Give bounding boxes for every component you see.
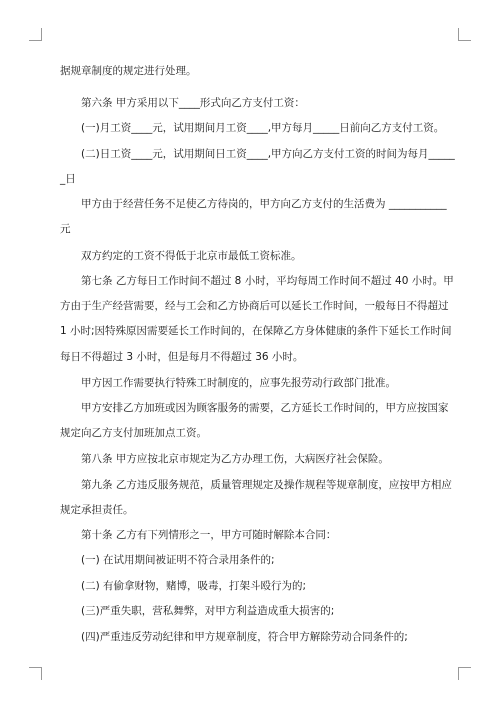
text-line: 规定向乙方支付加班加点工资。: [60, 427, 207, 439]
text-line: 第八条 甲方应按北京市规定为乙方办理工伤，大病医疗社会保险。: [81, 453, 389, 465]
page-corner-mark-bottom-left: [29, 667, 42, 680]
text-line: 第六条 甲方采用以下____形式向乙方支付工资：: [81, 97, 305, 109]
text-line: (一) 在试用期间被证明不符合录用条件的;: [81, 554, 275, 566]
page-corner-mark-bottom-right: [458, 667, 471, 680]
text-line: 甲方安排乙方加班或因为顾客服务的需要，乙方延长工作时间的，甲方应按国家: [81, 402, 449, 414]
text-line: (二) 有偷拿财物，赌博，吸毒，打架斗殴行为的;: [81, 580, 307, 592]
text-line: 甲方因工作需要执行特殊工时制度的，应事先报劳动行政部门批准。: [81, 377, 396, 389]
text-line: (一)月工资____元，试用期间月工资____,甲方每月_____日前向乙方支付工资。: [81, 122, 445, 134]
text-line: 第七条 乙方每日工作时间不超过 8 小时，平均每周工作时间不超过 40 小时。甲: [81, 275, 454, 287]
text-line: 方由于生产经营需要，经与工会和乙方协商后可以延长工作时间，一般每日不得超过: [60, 300, 449, 312]
text-line: (四)严重违反劳动纪律和甲方规章制度，符合甲方解除劳动合同条件的;: [81, 631, 408, 643]
text-line: (三)严重失职，营私舞弊，对甲方利益造成重大损害的;: [81, 605, 335, 617]
text-line: 第九条 乙方违反服务规范，质量管理规定及操作规程等规章制度，应按甲方相应: [81, 479, 452, 491]
text-line: 双方约定的工资不得低于北京市最低工资标准。: [81, 250, 302, 262]
text-line: 1 小时;因特殊原因需要延长工作时间的，在保障乙方身体健康的条件下延长工作时间: [60, 325, 452, 337]
text-line: 甲方由于经营任务不足使乙方待岗的，甲方向乙方支付的生活费为 ___________: [81, 198, 447, 210]
text-line: 据规章制度的规定进行处理。: [60, 65, 197, 77]
text-line: (二)日工资____元，试用期间日工资____,甲方向乙方支付工资的时间为每月_____: [81, 148, 455, 160]
page-corner-mark-top-left: [29, 28, 42, 41]
text-line: _日: [60, 173, 76, 185]
text-line: 元: [60, 223, 71, 235]
text-line: 每日不得超过 3 小时，但是每月不得超过 36 小时。: [60, 351, 304, 363]
text-line: 第十条 乙方有下列情形之一，甲方可随时解除本合同：: [81, 529, 337, 541]
text-line: 规定承担责任。: [60, 504, 134, 516]
page-corner-mark-top-right: [458, 28, 471, 41]
